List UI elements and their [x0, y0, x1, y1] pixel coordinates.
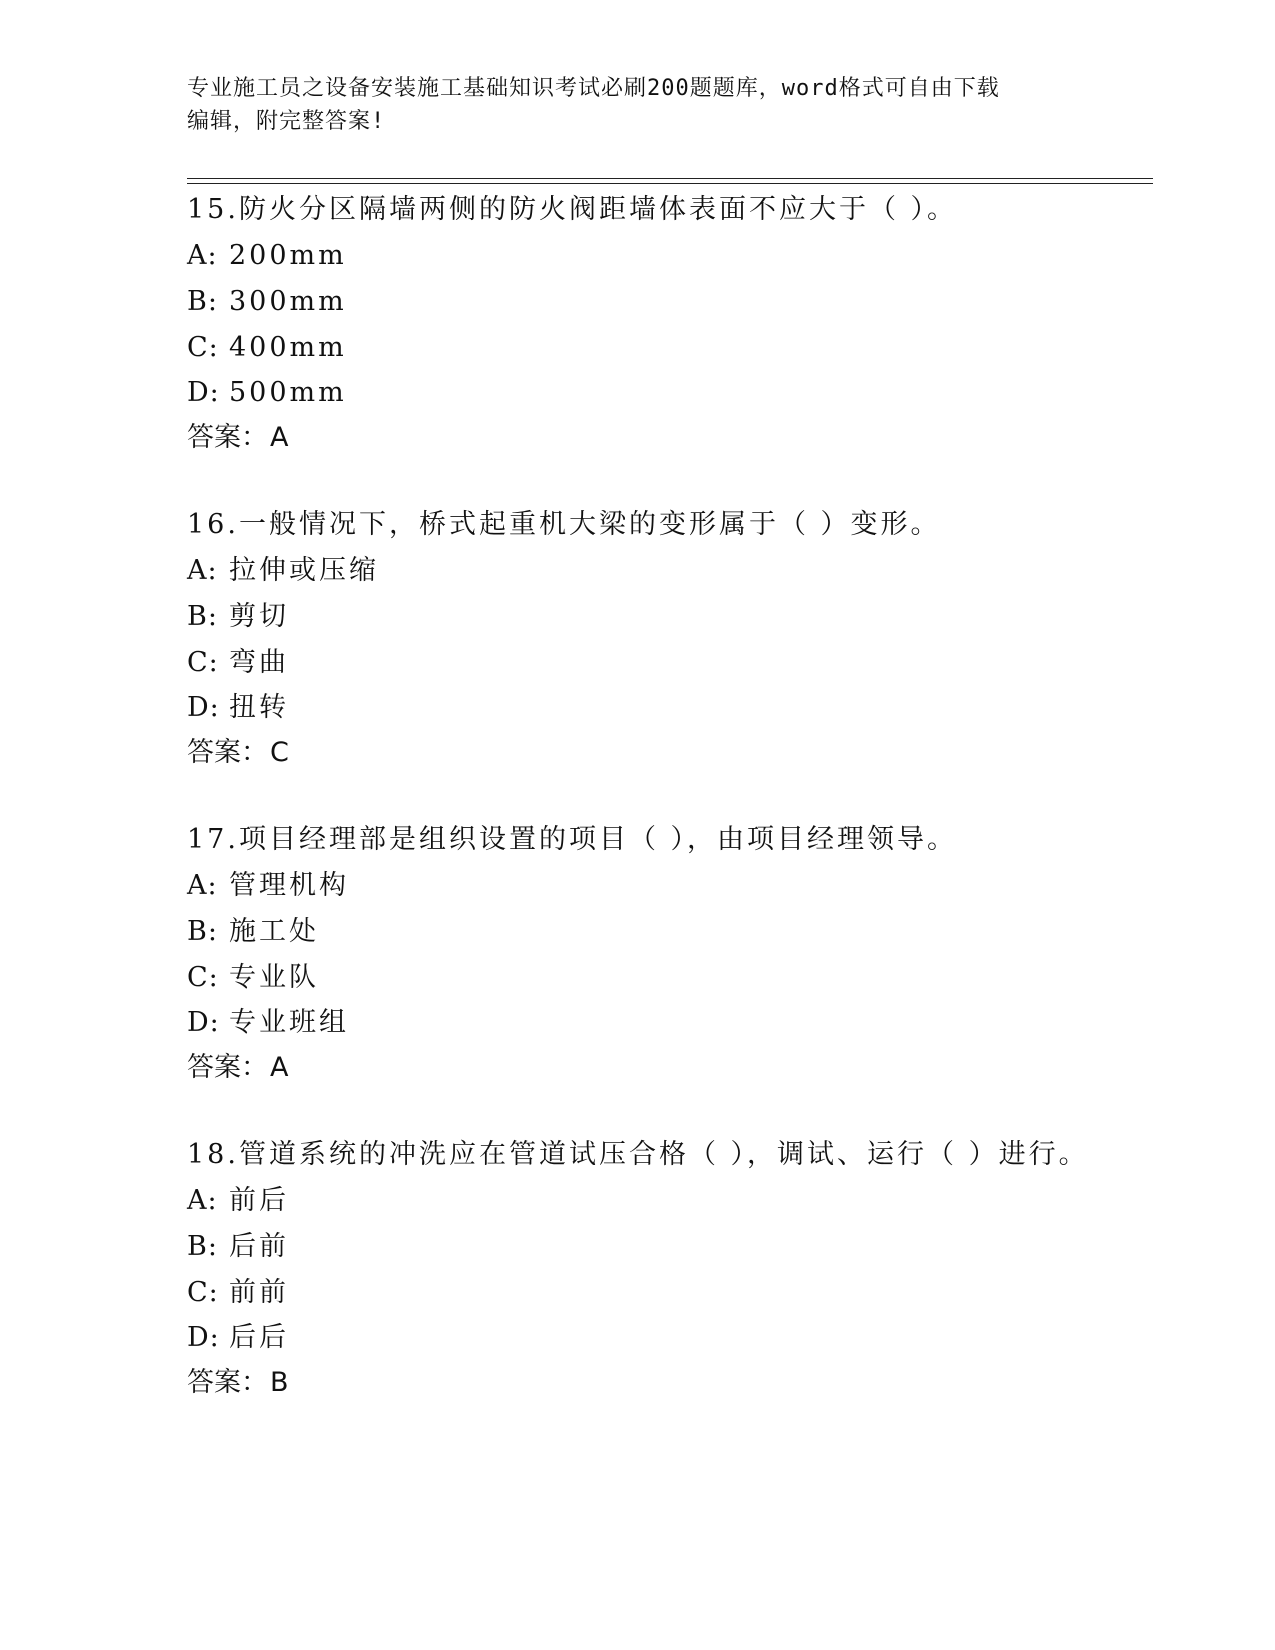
option-text: 200mm — [229, 240, 347, 271]
option-letter: C: — [187, 647, 219, 678]
option-letter: D: — [187, 692, 220, 723]
option-a — [187, 554, 379, 588]
option-c — [187, 1276, 289, 1310]
answer-value: C — [270, 737, 289, 768]
option-c — [187, 331, 347, 365]
question-title: 17.项目经理部是组织设置的项目（ ），由项目经理领导。 — [187, 824, 958, 855]
answer-label: 答案： — [187, 422, 268, 453]
option-letter: B: — [187, 1231, 218, 1262]
option-text: 前前 — [229, 1277, 289, 1308]
option-text: 后后 — [229, 1322, 289, 1353]
option-text: 施工处 — [229, 916, 319, 947]
answer-line — [187, 1366, 289, 1400]
option-text: 前后 — [229, 1185, 289, 1216]
header-divider-top — [187, 178, 1153, 179]
option-text: 后前 — [229, 1231, 289, 1262]
option-c — [187, 646, 289, 680]
option-d — [187, 691, 289, 725]
answer-label: 答案： — [187, 737, 268, 768]
question-title: 16.一般情况下，桥式起重机大梁的变形属于（ ）变形。 — [187, 509, 941, 540]
option-letter: B: — [187, 916, 218, 947]
option-b — [187, 285, 347, 319]
option-letter: B: — [187, 601, 218, 632]
option-a — [187, 239, 347, 273]
option-a — [187, 869, 349, 903]
option-letter: D: — [187, 1322, 220, 1353]
option-b — [187, 915, 319, 949]
question-title: 18.管道系统的冲洗应在管道试压合格（ ），调试、运行（ ）进行。 — [187, 1139, 1089, 1170]
option-letter: A: — [187, 870, 218, 901]
option-text: 专业队 — [229, 962, 319, 993]
option-d — [187, 1006, 349, 1040]
option-a — [187, 1184, 289, 1218]
option-letter: C: — [187, 962, 219, 993]
option-text: 拉伸或压缩 — [229, 555, 379, 586]
option-letter: D: — [187, 377, 220, 408]
option-text: 扭转 — [229, 692, 289, 723]
answer-line — [187, 421, 288, 455]
option-text: 剪切 — [229, 601, 289, 632]
option-d — [187, 1321, 289, 1355]
option-text: 300mm — [229, 286, 347, 317]
option-text: 弯曲 — [229, 647, 289, 678]
header-divider-bottom — [187, 183, 1153, 184]
option-d — [187, 376, 347, 410]
answer-value: A — [270, 422, 289, 453]
header-line-2: 编辑，附完整答案! — [187, 109, 386, 134]
option-letter: C: — [187, 332, 219, 363]
option-letter: A: — [187, 240, 218, 271]
answer-value: A — [270, 1052, 289, 1083]
option-text: 专业班组 — [229, 1007, 349, 1038]
option-c — [187, 961, 319, 995]
answer-label: 答案： — [187, 1052, 268, 1083]
option-text: 管理机构 — [229, 870, 349, 901]
header-line-1: 专业施工员之设备安装施工基础知识考试必刷200题题库，word格式可自由下载 — [187, 76, 1000, 101]
document-header — [187, 72, 1087, 138]
answer-label: 答案： — [187, 1367, 268, 1398]
option-letter: A: — [187, 555, 218, 586]
option-letter: B: — [187, 286, 218, 317]
option-b — [187, 1230, 289, 1264]
option-letter: A: — [187, 1185, 218, 1216]
answer-line — [187, 736, 289, 770]
option-letter: C: — [187, 1277, 219, 1308]
answer-value: B — [270, 1367, 289, 1398]
option-text: 500mm — [229, 377, 347, 408]
option-text: 400mm — [229, 332, 347, 363]
answer-line — [187, 1051, 288, 1085]
option-b — [187, 600, 289, 634]
question-title: 15.防火分区隔墙两侧的防火阀距墙体表面不应大于（ ）。 — [187, 194, 958, 225]
option-letter: D: — [187, 1007, 220, 1038]
